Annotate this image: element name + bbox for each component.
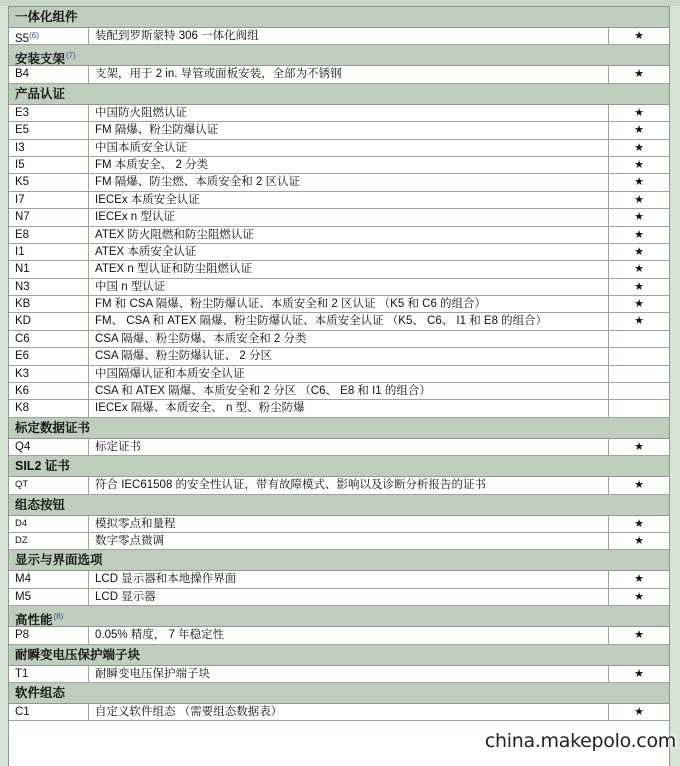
option-code bbox=[9, 157, 89, 173]
section-title: 一体化组件 bbox=[15, 10, 78, 24]
table-row bbox=[9, 589, 669, 606]
availability-star: ★ bbox=[634, 629, 644, 642]
option-code-text: E8 bbox=[15, 228, 30, 241]
option-code bbox=[9, 400, 89, 416]
option-code-text: N1 bbox=[15, 263, 30, 276]
option-code-text: N7 bbox=[15, 211, 30, 224]
option-code-text: K8 bbox=[15, 402, 30, 415]
section-header bbox=[9, 45, 669, 66]
section-header bbox=[9, 495, 669, 516]
option-description: ATEX 本质安全认证 bbox=[89, 244, 609, 260]
option-description: 自定义软件组态 （需要组态数据表） bbox=[89, 704, 609, 720]
option-code-text: C6 bbox=[15, 332, 30, 345]
table-row bbox=[9, 192, 669, 209]
table-row bbox=[9, 666, 669, 683]
availability-star: ★ bbox=[634, 590, 644, 603]
option-description: CSA 隔爆、粉尘防爆认证、 2 分区 bbox=[89, 348, 609, 364]
table-row bbox=[9, 366, 669, 383]
option-description: FM 本质安全、 2 分类 bbox=[89, 157, 609, 173]
availability-star: ★ bbox=[634, 124, 644, 137]
option-description: 标定证书 bbox=[89, 439, 609, 455]
table-row bbox=[9, 157, 669, 174]
option-description: 中国防火阻燃认证 bbox=[89, 105, 609, 121]
table-row bbox=[9, 571, 669, 588]
option-code-text: QT bbox=[15, 479, 29, 491]
availability-star: ★ bbox=[634, 245, 644, 258]
option-description: 符合 IEC61508 的安全性认证，带有故障模式、影响以及诊断分析报告的证书 bbox=[89, 477, 609, 493]
section-title: 耐瞬变电压保护端子块 bbox=[15, 647, 141, 662]
option-code-text: E3 bbox=[15, 106, 30, 119]
option-code-text: I1 bbox=[15, 245, 25, 258]
footnote-ref: (7) bbox=[66, 51, 76, 61]
availability-star: ★ bbox=[634, 263, 644, 276]
availability-star: ★ bbox=[634, 211, 644, 224]
availability-star: ★ bbox=[634, 176, 644, 189]
section-title: 高性能 bbox=[15, 613, 53, 628]
option-code bbox=[9, 296, 89, 312]
section-title: 显示与界面选项 bbox=[15, 553, 103, 568]
option-description: FM 隔爆、粉尘防爆认证 bbox=[89, 122, 609, 138]
availability-star: ★ bbox=[634, 315, 644, 328]
section-header bbox=[9, 550, 669, 571]
option-description: FM 和 CSA 隔爆、粉尘防爆认证、本质安全和 2 区认证 （K5 和 C6 的组合） bbox=[89, 296, 609, 312]
table-row bbox=[9, 383, 669, 400]
option-code bbox=[9, 589, 89, 605]
option-code bbox=[9, 571, 89, 587]
section-title: 安装支架 bbox=[15, 52, 66, 67]
footnote-ref: (8) bbox=[53, 612, 64, 622]
availability-star bbox=[609, 348, 669, 364]
section-title: 组态按钮 bbox=[15, 497, 66, 512]
option-code-text: T1 bbox=[15, 667, 29, 680]
availability-star: ★ bbox=[634, 534, 644, 547]
option-code bbox=[9, 533, 89, 549]
option-description: 中国隔爆认证和本质安全认证 bbox=[89, 366, 609, 382]
option-description: LCD 显示器和本地操作界面 bbox=[89, 571, 609, 587]
table-row bbox=[9, 279, 669, 296]
option-description: 装配到罗斯蒙特 306 一体化阀组 bbox=[89, 28, 609, 44]
option-code-text: S5 bbox=[15, 33, 30, 45]
option-code bbox=[9, 313, 89, 329]
table-row bbox=[9, 439, 669, 456]
option-code bbox=[9, 140, 89, 156]
table-row bbox=[9, 140, 669, 157]
table-row bbox=[9, 296, 669, 313]
option-code-text: D4 bbox=[15, 517, 28, 529]
option-description: CSA 和 ATEX 隔爆、本质安全和 2 分区 （C6、 E8 和 I1 的组合） bbox=[89, 383, 609, 399]
option-code bbox=[9, 627, 89, 643]
availability-star bbox=[609, 331, 669, 347]
availability-star: ★ bbox=[634, 106, 644, 119]
availability-star: ★ bbox=[634, 517, 644, 530]
table-row bbox=[9, 400, 669, 417]
option-code bbox=[9, 704, 89, 720]
option-description: IECEx n 型认证 bbox=[89, 209, 609, 225]
option-description: IECEx 隔爆、本质安全、 n 型、粉尘防爆 bbox=[89, 400, 609, 416]
option-description: 0.05% 精度， 7 年稳定性 bbox=[89, 627, 609, 643]
option-code-text: K5 bbox=[15, 176, 30, 189]
availability-star: ★ bbox=[634, 573, 644, 586]
table-row bbox=[9, 209, 669, 226]
section-title: 产品认证 bbox=[15, 86, 66, 101]
availability-star: ★ bbox=[634, 193, 644, 206]
option-code-text: N3 bbox=[15, 280, 30, 293]
option-description: FM 隔爆、防尘燃、本质安全和 2 区认证 bbox=[89, 174, 609, 190]
table-row bbox=[9, 331, 669, 348]
availability-star: ★ bbox=[634, 141, 644, 154]
option-code-text: DZ bbox=[15, 534, 28, 546]
option-code-text: E6 bbox=[15, 350, 30, 363]
option-code bbox=[9, 261, 89, 277]
section-header bbox=[9, 456, 669, 477]
section-header bbox=[9, 645, 669, 666]
option-code bbox=[9, 244, 89, 260]
section-header bbox=[9, 606, 669, 627]
table-row bbox=[9, 122, 669, 139]
table-row bbox=[9, 477, 669, 494]
table-row bbox=[9, 533, 669, 550]
option-code bbox=[9, 122, 89, 138]
section-header bbox=[9, 7, 669, 28]
option-code bbox=[9, 348, 89, 364]
option-code bbox=[9, 174, 89, 190]
option-code bbox=[9, 383, 89, 399]
availability-star bbox=[609, 400, 669, 416]
option-code-text: B4 bbox=[15, 68, 30, 81]
option-code bbox=[9, 227, 89, 243]
table-row bbox=[9, 627, 669, 644]
option-description: IECEx 本质安全认证 bbox=[89, 192, 609, 208]
table-row bbox=[9, 66, 669, 83]
option-code-text: M5 bbox=[15, 590, 31, 603]
availability-star bbox=[609, 366, 669, 382]
option-description: FM、 CSA 和 ATEX 隔爆、粉尘防爆认证、本质安全认证 （K5、 C6、 I1 和 E8 的组合） bbox=[89, 313, 609, 329]
table-row bbox=[9, 516, 669, 533]
option-code bbox=[9, 366, 89, 382]
table-row bbox=[9, 105, 669, 122]
section-header bbox=[9, 84, 669, 105]
option-code-text: E5 bbox=[15, 124, 30, 137]
option-code bbox=[9, 331, 89, 347]
section-header bbox=[9, 418, 669, 439]
option-code bbox=[9, 439, 89, 455]
option-code bbox=[9, 279, 89, 295]
table-row bbox=[9, 348, 669, 365]
option-code-text: I5 bbox=[15, 158, 25, 171]
table-row bbox=[9, 227, 669, 244]
option-code bbox=[9, 666, 89, 682]
option-code-text: KD bbox=[15, 315, 31, 328]
availability-star: ★ bbox=[634, 667, 644, 680]
watermark: china.makepolo.com bbox=[484, 730, 676, 752]
table-row bbox=[9, 174, 669, 191]
availability-star: ★ bbox=[634, 705, 644, 718]
option-description: CSA 隔爆、粉尘防爆、本质安全和 2 分类 bbox=[89, 331, 609, 347]
option-code-text: M4 bbox=[15, 573, 31, 586]
option-code bbox=[9, 192, 89, 208]
options-table bbox=[8, 6, 670, 766]
option-code-text: K6 bbox=[15, 385, 30, 398]
availability-star bbox=[609, 383, 669, 399]
availability-star: ★ bbox=[634, 158, 644, 171]
option-code-text: P8 bbox=[15, 629, 30, 642]
availability-star: ★ bbox=[634, 479, 644, 492]
option-description: ATEX 防火阻燃和防尘阻燃认证 bbox=[89, 227, 609, 243]
table-row bbox=[9, 261, 669, 278]
option-code bbox=[9, 516, 89, 532]
table-row bbox=[9, 244, 669, 261]
option-code-text: I7 bbox=[15, 193, 25, 206]
option-code-text: KB bbox=[15, 298, 31, 311]
option-code bbox=[9, 66, 89, 82]
option-description: LCD 显示器 bbox=[89, 589, 609, 605]
option-code-text: Q4 bbox=[15, 440, 31, 453]
section-title: 软件组态 bbox=[15, 685, 66, 700]
section-header bbox=[9, 683, 669, 704]
option-code bbox=[9, 28, 89, 44]
option-code-text: C1 bbox=[15, 705, 30, 718]
availability-star: ★ bbox=[634, 30, 644, 42]
availability-star: ★ bbox=[634, 280, 644, 293]
option-description: 模拟零点和量程 bbox=[89, 516, 609, 532]
option-description: ATEX n 型认证和防尘阻燃认证 bbox=[89, 261, 609, 277]
availability-star: ★ bbox=[634, 68, 644, 81]
option-description: 数字零点微调 bbox=[89, 533, 609, 549]
option-description: 中国 n 型认证 bbox=[89, 279, 609, 295]
availability-star: ★ bbox=[634, 228, 644, 241]
availability-star: ★ bbox=[634, 440, 644, 453]
option-code bbox=[9, 209, 89, 225]
table-row bbox=[9, 704, 669, 721]
option-code-text: I3 bbox=[15, 141, 25, 154]
option-description: 耐瞬变电压保护端子块 bbox=[89, 666, 609, 682]
section-title: 标定数据证书 bbox=[15, 420, 91, 435]
option-code bbox=[9, 477, 89, 493]
section-title: SIL2 证书 bbox=[15, 459, 70, 474]
table-row bbox=[9, 28, 669, 45]
availability-star: ★ bbox=[634, 298, 644, 311]
table-row bbox=[9, 313, 669, 330]
option-description: 支架，用于 2 in. 导管或面板安装，全部为不锈钢 bbox=[89, 66, 609, 82]
footnote-ref: (6) bbox=[29, 31, 39, 40]
option-description: 中国本质安全认证 bbox=[89, 140, 609, 156]
option-code-text: K3 bbox=[15, 367, 30, 380]
option-code bbox=[9, 105, 89, 121]
